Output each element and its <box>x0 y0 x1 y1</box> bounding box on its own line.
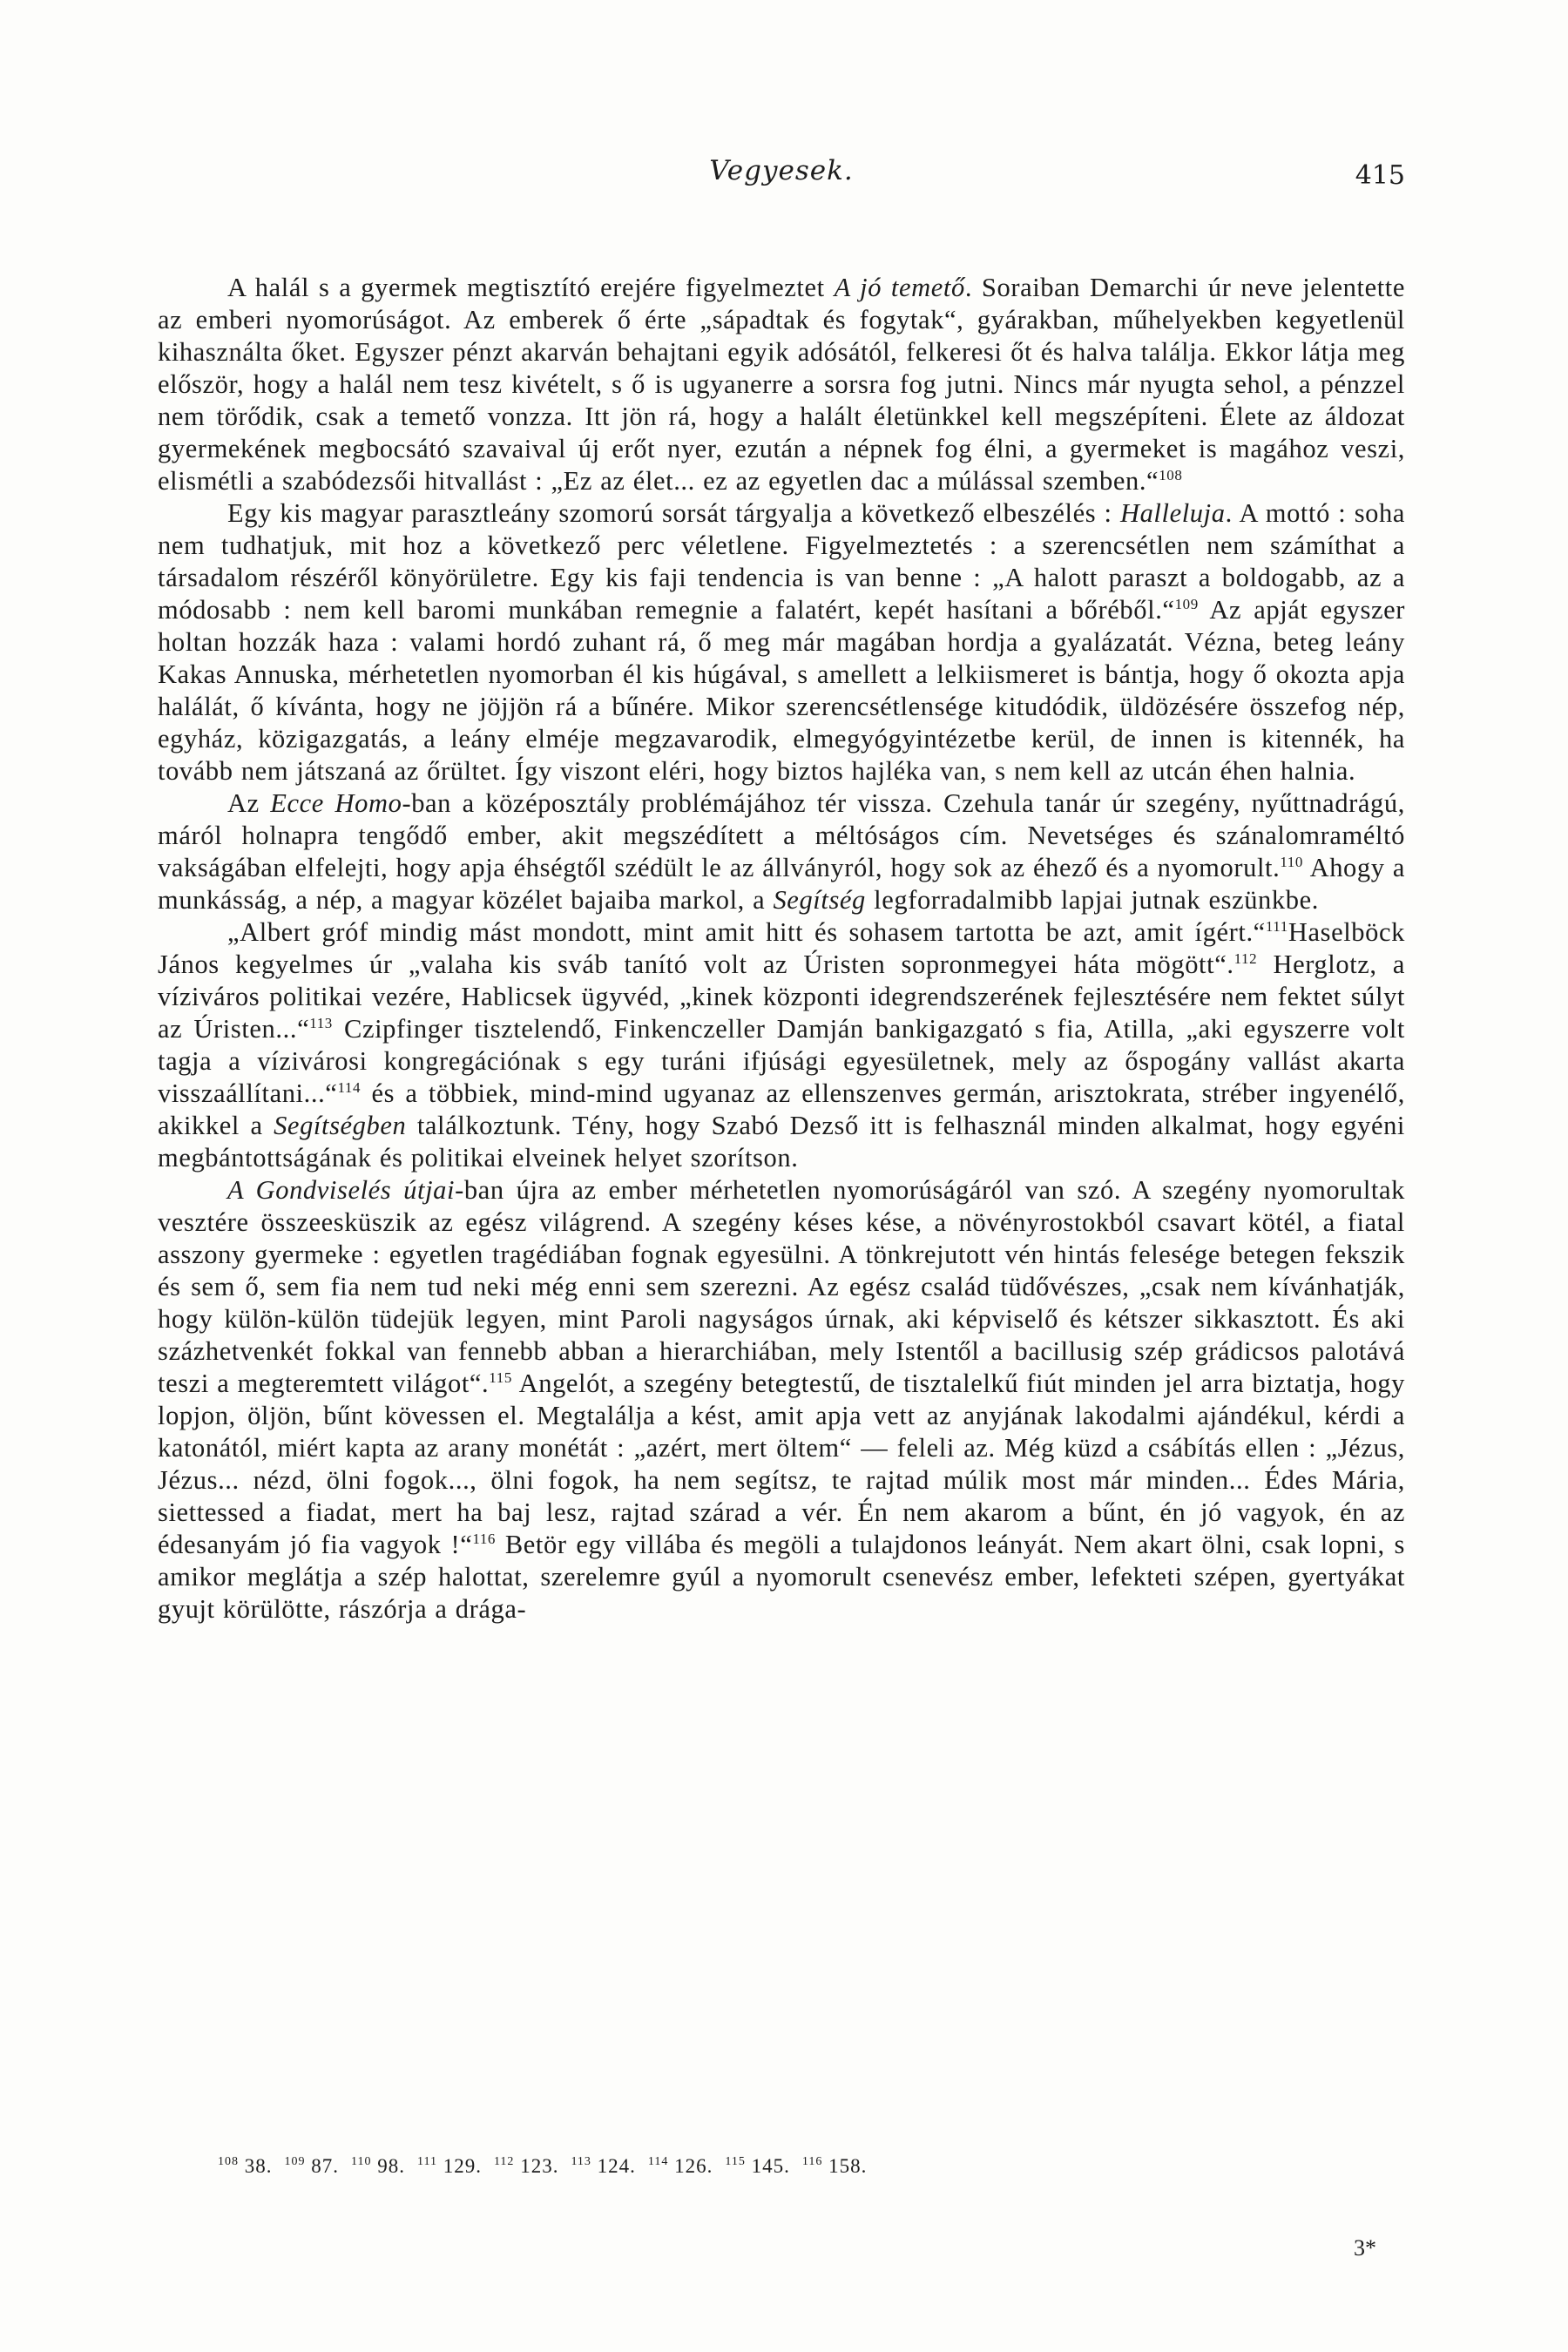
text-run: Az apját egyszer holtan hozzák haza : valami hordó zuhant rá, ő meg már magában hordja a gyalázatát. Vézna, beteg leány Kakas Annuska, mérhetetlen nyomorban él kis húgával, s amellett a lelkiismeret is bántja, hogy ő okozta apja halálát, ő kívánta, hogy ne jöjjön rá a bűnére. Mikor szerencsétlensége kitudódik, üldözésére összefog nép, egyház, közigazgatás, a leány elméje megzavarodik, elmegyógyintézetbe kerül, de innen is kitennék, ha tovább nem játszaná az őrültet. Így viszont eléri, hogy biztos hajléka van, s nem kell az utcán éhen halnia. <box>158 595 1405 786</box>
italic-title: Halleluja <box>1119 498 1226 528</box>
body-text <box>158 272 1405 1625</box>
footnote-page: 126. <box>668 2155 713 2177</box>
footnote <box>494 2155 558 2177</box>
footnote <box>351 2155 405 2177</box>
footnote <box>725 2155 789 2177</box>
footnote-ref: 112 <box>1233 950 1258 967</box>
text-run: és a többiek, mind-mind ugyanaz az ellenszenves germán, arisztokrata, stréber ingyenélő, akikkel a <box>158 1078 1405 1140</box>
footnote <box>648 2155 713 2177</box>
text-run: -ban újra az ember mérhetetlen nyomorúságáról van szó. A szegény nyomorultak vesztére összeesküszik az egész világrend. A szegény késes kése, a növényrostokból csavart kötél, a fiatal asszony gyermeke : egyetlen tragédiában fognak egyesülni. A tönkrejutott vén hintás felesége betegen fekszik és sem ő, sem fia nem tud neki még enni sem szerezni. Az egész család tüdővészes, „csak nem kívánhatják, hogy külön-külön tüdejük legyen, mint Paroli nagyságos úrnak, aki képviselő és kétszer sikkasztott. És aki százhetvenkét fokkal van fennebb abban a hierarchiában, mely Istentől a bacillusig szép grádicsos palotává teszi a megteremtett világot“. <box>158 1175 1405 1398</box>
running-head <box>158 155 1405 197</box>
footnotes <box>218 2155 879 2178</box>
footnote-page: 158. <box>822 2155 868 2177</box>
italic-title: A Gondviselés útjai <box>227 1175 456 1205</box>
footnote-ref: 113 <box>309 1015 333 1031</box>
text-run: „Albert gróf mindig mást mondott, mint amit hitt és sohasem tartotta be azt, amit ígért.“ <box>227 917 1266 947</box>
footnote-page: 145. <box>745 2155 790 2177</box>
text-run: . A mottó : soha nem tudhatjuk, mit hoz a következő perc véletlene. Figyelmeztetés : a szerencsétlen nem számíthat a társadalom részéről könyörületre. Egy kis faji tendencia is van benne : „A halott paraszt a boldogabb, az a módosabb : nem kell baromi munkában remegnie a falatért, kepét hasítani a bőréből.“ <box>158 498 1405 625</box>
italic-title: A jó temető <box>834 273 965 302</box>
text-run: Egy kis magyar parasztleány szomorú sorsát tárgyalja a következő elbeszélés : <box>227 498 1120 528</box>
printer-signature: 3* <box>1354 2235 1376 2261</box>
footnote <box>417 2155 482 2177</box>
paragraph <box>158 916 1405 1174</box>
text-run: Czipfinger tisztelendő, Finkenczeller Damján bankigazgató s fia, Atilla, „aki egyszerre volt tagja a vízivárosi kongregációnak s egy turáni ifjúsági egyesületnek, mely az őspogány vallást akarta visszaállítani...“ <box>158 1014 1405 1108</box>
paragraph <box>158 1174 1405 1625</box>
footnote-number: 110 <box>351 2155 372 2168</box>
text-run: találkoztunk. Tény, hogy Szabó Dezső itt is felhasznál minden alkalmat, hogy egyéni megbántottságának és politikai elveinek helyet szorítson. <box>158 1111 1406 1173</box>
footnote-page: 98. <box>371 2155 405 2177</box>
footnote <box>218 2155 273 2177</box>
footnote-number: 111 <box>416 2155 437 2168</box>
text-run: . Soraiban Demarchi úr neve jelentette az emberi nyomorúságot. Az emberek ő érte „sápadtak és fogytak“, gyárakban, műhelyekben kegyetlenül kihasználta őket. Egyszer pénzt akarván behajtani egyik adósától, felkeresi őt és halva találja. Ekkor látja meg először, hogy a halál nem tesz kivételt, s ő is ugyanerre a sorsra fog jutni. Nincs már nyugta sehol, a pénzzel nem törődik, csak a temető vonzza. Itt jön rá, hogy a halált életünkkel kell megszépíteni. Élete az áldozat gyermekének megbocsátó szavaival új erőt nyer, ezután a népnek fog élni, a gyermeket is magához veszi, elismétli a szabódezsői hitvallást : „Ez az élet... ez az egyetlen dac a múlással szemben.“ <box>158 273 1406 496</box>
footnote-number: 115 <box>725 2155 746 2168</box>
footnote-ref: 115 <box>489 1369 512 1386</box>
text-run: -ban a középosztály problémájához tér vissza. Czehula tanár úr szegény, nyűttnadrágú, máról holnapra tengődő ember, akit megszédített a méltóságos cím. Nevetséges és szánalomraméltó vakságában elfelejti, hogy apja éhségtől szédült le az állványról, hogy sok az éhező és a nyomorult. <box>158 788 1405 882</box>
italic-title: Ecce Homo <box>270 788 402 818</box>
text-run: legforradalmibb lapjai jutnak eszünkbe. <box>865 885 1319 915</box>
text-run: Ahogy a munkásság, a nép, a magyar közélet bajaiba markol, a <box>158 853 1405 915</box>
footnote-page: 87. <box>305 2155 339 2177</box>
paragraph <box>158 272 1405 497</box>
italic-title: Segítségben <box>274 1111 407 1140</box>
footnote <box>802 2155 867 2177</box>
footnote-ref: 114 <box>337 1079 362 1096</box>
page-number: 415 <box>1355 160 1405 191</box>
paragraph <box>158 497 1405 787</box>
footnote-page: 124. <box>591 2155 636 2177</box>
text-run: Betör egy villába és megöli a tulajdonos leányát. Nem akart ölni, csak lopni, s amikor meglátja a szép halottat, szerelemre gyúl a nyomorult csenevész ember, lefekteti szépen, gyertyákat gyujt körülötte, rászórja a drága- <box>158 1530 1405 1624</box>
footnote <box>571 2155 635 2177</box>
footnote-number: 113 <box>571 2155 591 2168</box>
footnote-ref: 111 <box>1265 918 1288 935</box>
footnote-ref: 108 <box>1159 467 1183 483</box>
text-run: Haselböck János kegyelmes úr „valaha kis sváb tanító volt az Úristen sopronmegyei háta mögött“. <box>158 917 1405 979</box>
footnote-number: 112 <box>493 2155 515 2168</box>
footnote-page: 129. <box>436 2155 482 2177</box>
footnote-page: 38. <box>239 2155 273 2177</box>
paragraph <box>158 787 1405 916</box>
footnote <box>285 2155 340 2177</box>
footnote-ref: 109 <box>1174 596 1199 612</box>
text-run: A halál s a gyermek megtisztító erejére figyelmeztet <box>227 273 835 302</box>
footnote-ref: 110 <box>1280 854 1303 870</box>
footnote-number: 116 <box>801 2155 823 2168</box>
italic-title: Segítség <box>773 885 866 915</box>
footnote-page: 123. <box>514 2155 559 2177</box>
footnote-ref: 116 <box>472 1531 497 1547</box>
text-run: Az <box>227 788 271 818</box>
running-title: Vegyesek. <box>709 155 854 186</box>
footnote-number: 108 <box>218 2155 239 2168</box>
text-run: Angelót, a szegény betegtestű, de tisztalelkű fiút minden jel arra biztatja, hogy lopjon, öljön, bűnt kövessen el. Megtalálja a kést, amit apja vett az anyjának lakodalmi ajándékul, kérdi a katonától, miért kapta az arany monétát : „azért, mert öltem“ — feleli az. Még küzd a csábítás ellen : „Jézus, Jézus... nézd, ölni fogok..., ölni fogok, ha nem segítsz, te rajtad múlik most már minden... Édes Mária, siettessed a fiadat, mert ha baj lesz, rajtad szárad a vér. Én nem akarom a bűnt, én jó vagyok, én az édesanyám jó fia vagyok !“ <box>158 1369 1406 1559</box>
footnote-number: 109 <box>284 2155 306 2168</box>
text-run: Herglotz, a víziváros politikai vezére, Hablicsek ügyvéd, „kinek központi idegrendszerének fejlesztésére nem fektet súlyt az Úristen...“ <box>158 950 1405 1044</box>
footnote-number: 114 <box>647 2155 669 2168</box>
